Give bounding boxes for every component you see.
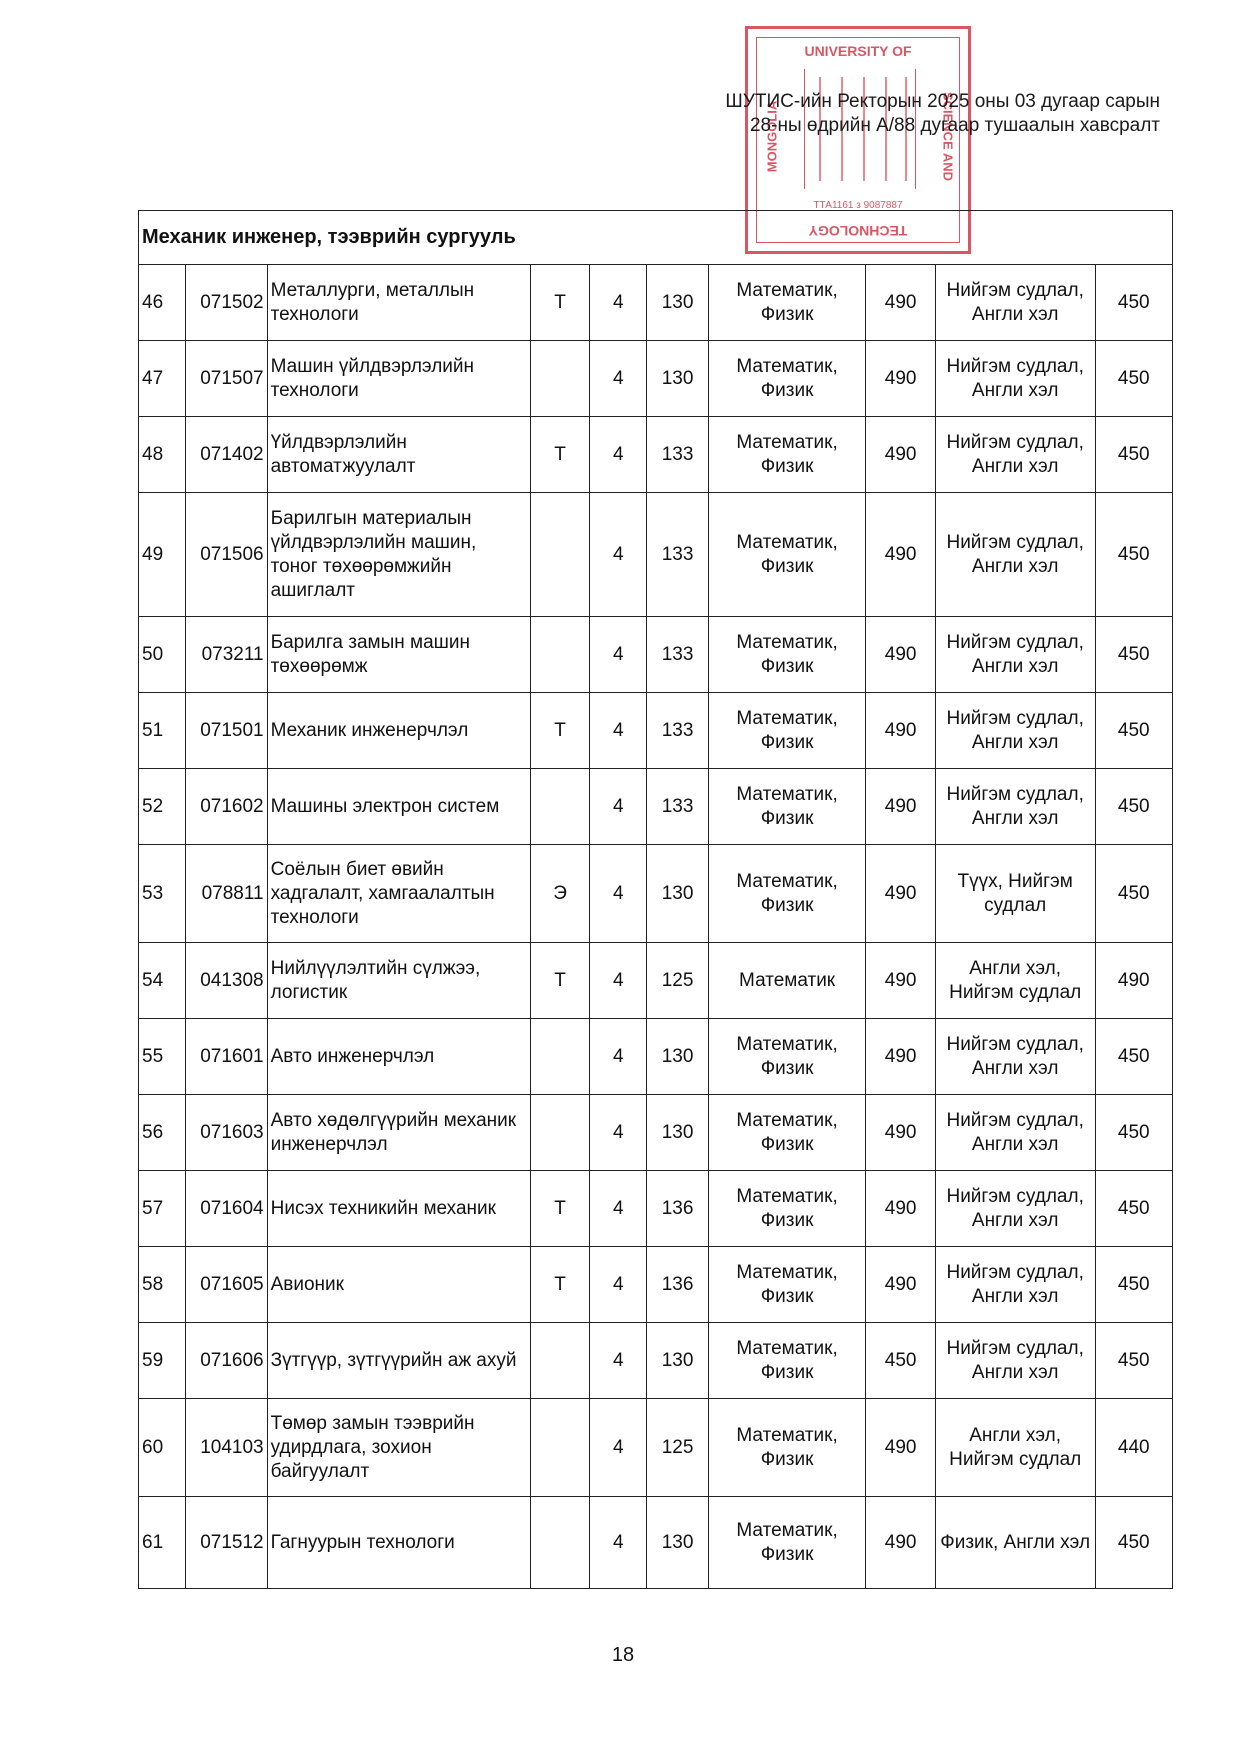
program-name: Зүтгүүр, зүтгүүрийн аж ахуй [267,1323,530,1399]
document-header [640,90,1160,138]
program-flag [530,1497,589,1589]
program-name: Соёлын биет өвийн хадгалалт, хамгаалалтын технологи [267,845,530,943]
study-years: 4 [590,1247,647,1323]
additional-exam-subjects: Нийгэм судлал, Англи хэл [935,341,1095,417]
additional-exam-score: 450 [1095,617,1172,693]
program-flag [530,769,589,845]
row-number: 49 [139,493,186,617]
program-name: Барилгын материалын үйлдвэрлэлийн машин, тоног төхөөрөмжийн ашиглалт [267,493,530,617]
stamp-right-text: SCIENCE AND [940,91,956,182]
additional-exam-subjects: Нийгэм судлал, Англи хэл [935,417,1095,493]
credits: 133 [647,693,708,769]
additional-exam-subjects: Нийгэм судлал, Англи хэл [935,493,1095,617]
row-number: 54 [139,943,186,1019]
main-exam-subjects: Математик, Физик [708,1019,866,1095]
row-number: 56 [139,1095,186,1171]
stamp-left-text: MONGOLIA [764,100,780,173]
program-name: Авто хөдөлгүүрийн механик инженерчлэл [267,1095,530,1171]
credits: 130 [647,341,708,417]
main-exam-score: 490 [866,1497,935,1589]
table-row [139,417,1173,493]
additional-exam-score: 450 [1095,1019,1172,1095]
additional-exam-subjects: Нийгэм судлал, Англи хэл [935,265,1095,341]
row-number: 46 [139,265,186,341]
program-code: 071603 [186,1095,267,1171]
study-years: 4 [590,265,647,341]
credits: 130 [647,1497,708,1589]
additional-exam-score: 440 [1095,1399,1172,1497]
program-code: 078811 [186,845,267,943]
program-code: 071605 [186,1247,267,1323]
table-row [139,1399,1173,1497]
credits: 133 [647,493,708,617]
credits: 130 [647,1019,708,1095]
additional-exam-subjects: Нийгэм судлал, Англи хэл [935,1171,1095,1247]
main-exam-subjects: Математик, Физик [708,417,866,493]
table-row [139,1019,1173,1095]
program-code: 041308 [186,943,267,1019]
program-name: Үйлдвэрлэлийн автоматжуулалт [267,417,530,493]
table-row [139,1247,1173,1323]
additional-exam-subjects: Нийгэм судлал, Англи хэл [935,1247,1095,1323]
main-exam-subjects: Математик, Физик [708,693,866,769]
main-exam-subjects: Математик, Физик [708,1095,866,1171]
main-exam-score: 490 [866,1247,935,1323]
main-exam-score: 490 [866,693,935,769]
main-exam-score: 490 [866,417,935,493]
program-flag: Э [530,845,589,943]
table-row [139,769,1173,845]
additional-exam-score: 450 [1095,1171,1172,1247]
program-flag [530,617,589,693]
main-exam-subjects: Математик, Физик [708,493,866,617]
main-exam-score: 490 [866,617,935,693]
main-exam-subjects: Математик, Физик [708,1399,866,1497]
program-flag: Т [530,1171,589,1247]
program-code: 071512 [186,1497,267,1589]
table-row [139,1171,1173,1247]
row-number: 47 [139,341,186,417]
additional-exam-subjects: Нийгэм судлал, Англи хэл [935,769,1095,845]
stamp-top-text: UNIVERSITY OF [804,43,912,59]
credits: 133 [647,617,708,693]
additional-exam-score: 450 [1095,1497,1172,1589]
main-exam-score: 490 [866,1171,935,1247]
row-number: 48 [139,417,186,493]
main-exam-score: 490 [866,1399,935,1497]
main-exam-subjects: Математик, Физик [708,617,866,693]
main-exam-subjects: Математик, Физик [708,845,866,943]
program-flag: Т [530,417,589,493]
header-line-2: 28-ны өдрийн А/88 дугаар тушаалын хавсралт [749,115,1160,136]
additional-exam-subjects: Түүх, Нийгэм судлал [935,845,1095,943]
study-years: 4 [590,1019,647,1095]
main-exam-subjects: Математик, Физик [708,1171,866,1247]
section-title: Механик инженер, тээврийн сургууль [139,211,1173,265]
study-years: 4 [590,341,647,417]
additional-exam-subjects: Англи хэл, Нийгэм судлал [935,943,1095,1019]
credits: 130 [647,845,708,943]
section-title-row [139,211,1173,265]
program-code: 071507 [186,341,267,417]
credits: 125 [647,943,708,1019]
program-name: Металлурги, металлын технологи [267,265,530,341]
credits: 136 [647,1171,708,1247]
table-row [139,617,1173,693]
program-flag [530,1323,589,1399]
program-code: 071501 [186,693,267,769]
credits: 133 [647,769,708,845]
row-number: 55 [139,1019,186,1095]
program-code: 073211 [186,617,267,693]
main-exam-score: 490 [866,845,935,943]
study-years: 4 [590,943,647,1019]
row-number: 53 [139,845,186,943]
program-flag: Т [530,943,589,1019]
additional-exam-score: 450 [1095,1095,1172,1171]
main-exam-score: 490 [866,1095,935,1171]
program-code: 104103 [186,1399,267,1497]
additional-exam-score: 450 [1095,417,1172,493]
row-number: 59 [139,1323,186,1399]
program-code: 071602 [186,769,267,845]
table-row [139,1497,1173,1589]
program-name: Авионик [267,1247,530,1323]
main-exam-subjects: Математик, Физик [708,265,866,341]
main-exam-subjects: Математик, Физик [708,1497,866,1589]
main-exam-score: 490 [866,265,935,341]
program-name: Төмөр замын тээврийн удирдлага, зохион байгуулалт [267,1399,530,1497]
stamp-bottom-text: TECHNOLOGY [808,223,908,239]
additional-exam-score: 450 [1095,265,1172,341]
additional-exam-subjects: Нийгэм судлал, Англи хэл [935,1323,1095,1399]
additional-exam-score: 450 [1095,493,1172,617]
table-row [139,265,1173,341]
program-flag: Т [530,265,589,341]
additional-exam-score: 450 [1095,341,1172,417]
program-flag [530,1399,589,1497]
row-number: 50 [139,617,186,693]
table-row [139,341,1173,417]
study-years: 4 [590,1399,647,1497]
program-flag [530,1019,589,1095]
main-exam-score: 450 [866,1323,935,1399]
row-number: 60 [139,1399,186,1497]
credits: 125 [647,1399,708,1497]
program-name: Барилга замын машин төхөөрөмж [267,617,530,693]
program-flag: Т [530,1247,589,1323]
page-number: 18 [611,1644,635,1666]
main-exam-score: 490 [866,943,935,1019]
credits: 130 [647,1323,708,1399]
credits: 133 [647,417,708,493]
main-exam-subjects: Математик [708,943,866,1019]
study-years: 4 [590,693,647,769]
program-name: Авто инженерчлэл [267,1019,530,1095]
additional-exam-subjects: Нийгэм судлал, Англи хэл [935,617,1095,693]
table-row [139,845,1173,943]
study-years: 4 [590,417,647,493]
additional-exam-subjects: Англи хэл, Нийгэм судлал [935,1399,1095,1497]
program-code: 071502 [186,265,267,341]
main-exam-subjects: Математик, Физик [708,1247,866,1323]
program-flag [530,493,589,617]
header-line-1: ШУТИС-ийн Ректорын 2025 оны 03 дугаар сарын [725,91,1160,112]
program-code: 071601 [186,1019,267,1095]
credits: 136 [647,1247,708,1323]
main-exam-subjects: Математик, Физик [708,341,866,417]
table-row [139,1095,1173,1171]
study-years: 4 [590,845,647,943]
row-number: 57 [139,1171,186,1247]
program-name: Механик инженерчлэл [267,693,530,769]
table-row [139,493,1173,617]
additional-exam-score: 450 [1095,1247,1172,1323]
additional-exam-subjects: Нийгэм судлал, Англи хэл [935,1095,1095,1171]
program-flag [530,341,589,417]
study-years: 4 [590,769,647,845]
additional-exam-score: 490 [1095,943,1172,1019]
study-years: 4 [590,493,647,617]
program-name: Машины электрон систем [267,769,530,845]
study-years: 4 [590,1323,647,1399]
credits: 130 [647,1095,708,1171]
program-name: Машин үйлдвэрлэлийн технологи [267,341,530,417]
main-exam-score: 490 [866,1019,935,1095]
program-name: Нийлүүлэлтийн сүлжээ, логистик [267,943,530,1019]
additional-exam-score: 450 [1095,769,1172,845]
program-flag [530,1095,589,1171]
program-flag: Т [530,693,589,769]
main-exam-score: 490 [866,493,935,617]
program-code: 071604 [186,1171,267,1247]
row-number: 61 [139,1497,186,1589]
main-exam-score: 490 [866,341,935,417]
table-row [139,693,1173,769]
row-number: 51 [139,693,186,769]
row-number: 58 [139,1247,186,1323]
main-exam-subjects: Математик, Физик [708,769,866,845]
program-name: Нисэх техникийн механик [267,1171,530,1247]
study-years: 4 [590,617,647,693]
main-exam-subjects: Математик, Физик [708,1323,866,1399]
additional-exam-score: 450 [1095,1323,1172,1399]
credits: 130 [647,265,708,341]
study-years: 4 [590,1095,647,1171]
row-number: 52 [139,769,186,845]
program-code: 071402 [186,417,267,493]
program-code: 071606 [186,1323,267,1399]
table-row [139,943,1173,1019]
programs-table [138,210,1173,1589]
additional-exam-subjects: Нийгэм судлал, Англи хэл [935,693,1095,769]
additional-exam-subjects: Физик, Англи хэл [935,1497,1095,1589]
additional-exam-score: 450 [1095,845,1172,943]
additional-exam-subjects: Нийгэм судлал, Англи хэл [935,1019,1095,1095]
program-name: Гагнуурын технологи [267,1497,530,1589]
program-code: 071506 [186,493,267,617]
additional-exam-score: 450 [1095,693,1172,769]
stamp-registration-number: ТТА1161 з 9087887 [813,200,903,211]
main-exam-score: 490 [866,769,935,845]
table-row [139,1323,1173,1399]
study-years: 4 [590,1497,647,1589]
study-years: 4 [590,1171,647,1247]
